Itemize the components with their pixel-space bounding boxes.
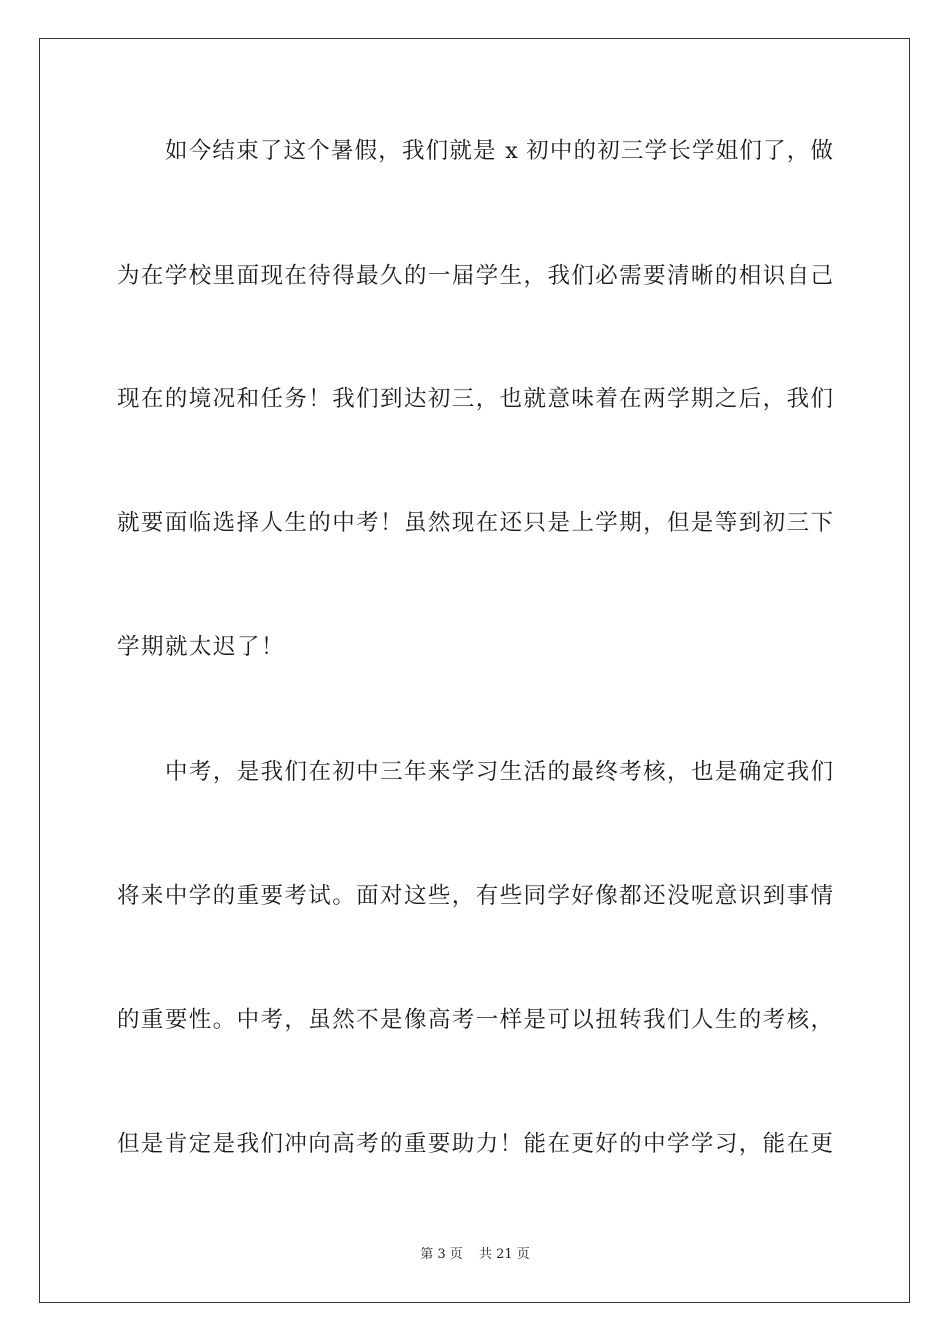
paragraph-line: 为在学校里面现在待得最久的一届学生，我们必需要清晰的相识自己 xyxy=(117,263,833,289)
page-frame xyxy=(39,38,910,1303)
page-number: 第 3 页 xyxy=(420,1247,463,1262)
paragraph-line: 如今结束了这个暑假，我们就是 x 初中的初三学长学姐们了，做 xyxy=(165,138,833,164)
paragraph-line: 中考，是我们在初中三年来学习生活的最终考核，也是确定我们 xyxy=(165,759,833,785)
paragraph-line: 现在的境况和任务！我们到达初三，也就意味着在两学期之后，我们 xyxy=(117,386,833,412)
paragraph-line: 将来中学的重要考试。面对这些，有些同学好像都还没呢意识到事情 xyxy=(117,883,833,909)
page-total: 共 21 页 xyxy=(478,1247,530,1262)
paragraph-line: 就要面临选择人生的中考！虽然现在还只是上学期，但是等到初三下 xyxy=(117,510,833,536)
paragraph-line: 学期就太迟了！ xyxy=(117,634,286,660)
page-footer xyxy=(0,1246,950,1264)
paragraph-line: 的重要性。中考，虽然不是像高考一样是可以扭转我们人生的考核， xyxy=(117,1007,833,1033)
paragraph-line: 但是肯定是我们冲向高考的重要助力！能在更好的中学学习，能在更 xyxy=(117,1131,833,1157)
